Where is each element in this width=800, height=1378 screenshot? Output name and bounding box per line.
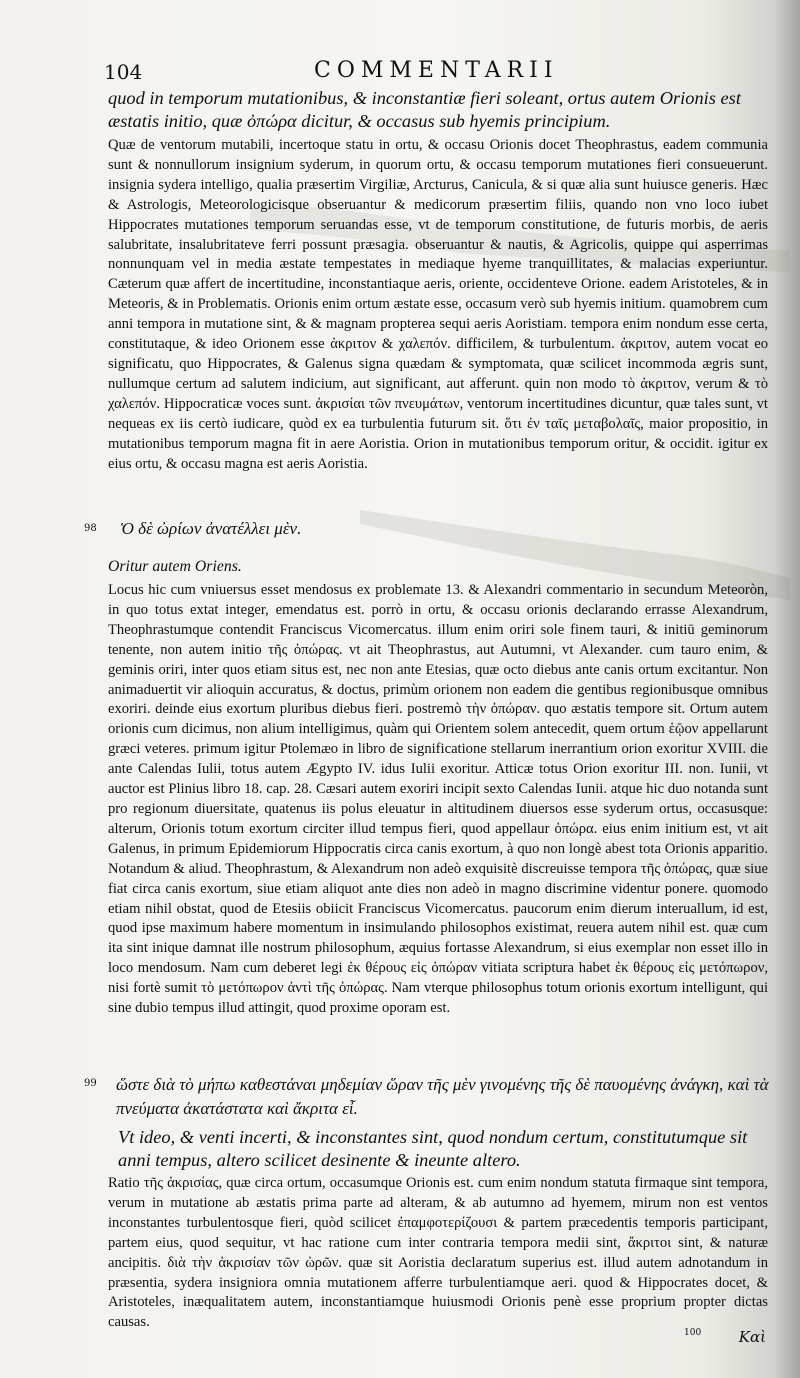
greek-lemma: ὥστε διὰ τὸ μήπω καθεστάναι μηδεμίαν ὥραν τῆς μὲν γινομένης τῆς δὲ παυομένης ἀνάγκη, καὶ τὰ πνεύματα ἀκατάστατα καὶ ἄκριτα εἶ. <box>116 1075 769 1118</box>
commentary-paragraph: Ratio τῆς ἀκρισίας, quæ circa ortum, occasumque Orionis est. cum enim nondum statuta firmaque sint tempora, verum in mutatione ab æstatis prima parte ad alteram, & ab autumno ad hyemem, mirum non est ventos inconstantes turbulentosque fieri, quòd scilicet ἐπαμφοτερίζουσι & partem præcedentis temporis participant, partem eius, quod sequitur, vt hac ratione cum inter contraria tempora medii sint, ἄκριτοι sint, & naturæ ancipitis. διὰ τὴν ἀκρισίαν τῶν ὡρῶν. quæ sit Aoristia declaratum superius est. illud autem adnotandum in præsentia, sydera insigniora omnia mutationem afferre turbulentiamque aeri. quod & Hippocrates docet, & Aristoteles, inæqualitatem autem, inconstantiamque huiusmodi Orionis penè esse proprium propter dictas causas. <box>108 1175 768 1331</box>
lemma-paragraph: Vt ideo, & venti incerti, & inconstantes sint, quod nondum certum, constitutumque sit anni tempus, altero scilicet desinente & ineunte altero. <box>118 1127 748 1170</box>
page-header <box>104 58 754 88</box>
lemma-paragraph: quod in temporum mutationibus, & inconstantiæ fieri soleant, ortus autem Orionis est æstatis initio, quæ ὀπώρα dicitur, & occasus sub hyemis principium. <box>108 88 741 131</box>
commentary-paragraph: Locus hic cum vniuersus esset mendosus ex problemate 13. & Alexandri commentario in secundum Meteoròn, in quo totus extat integer, emendatus est. porrò in ortu, & occasu orionis declarando errasse Alexandrum, Theophrastumque contendit Franciscus Vicomercatus. illum enim oriri sole finem tauri, & initiū geminorum tenente, non autem initio τῆς ὀπώρας. vt ait Theophrastus, aut Autumni, vt Alexander. cum tauro enim, & geminis oriri, inter quos etiam situs est, nec non ante Etesias, quæ octo diebus ante canis ortum excitantur. Non animaduertit vir alioquin accuratus, & doctus, primùm orionem non eadem die gentibus regionibusque omnibus exoriri. deinde eius exortum pluribus diebus fieri. postremò τὴν ὀπώραν. quo æstatis tempore sit. Ortum autem orionis cum dicimus, non alium intelligimus, quàm qui Orientem solem antecedit, quem ortum ἑῷον appellarunt græci veteres. primum igitur Ptolemæo in libro de significatione stellarum inerrantium orion exoritur XVIII. die ante Calendas Iulii, totus autem Ægypto IV. idus Iulii exoritur. Atticæ totus Orion exoritur III. non. Iunii, vt auctor est Plinius libro 18. cap. 28. Cæsari autem exoriri incipit sexto Calendas Iunii. atque hic duo notanda sunt pro regionum diuersitate, quatenus iis polus eleuatur in altitudinem diuersos esse syderum ortus, occasusque: alterum, Orionis totum exortum circiter illud tempus fieri, quod appellaur ὀπώρα. eius enim initium est, vt ait Galenus, in primum Epidemiorum Hippocratis circa canis exortum, à quo non longè abest tota Orionis apparitio. Notandum & aliud. Theophrastum, & Alexandrum non adeò exquisitè discreuisse tempora τῆς ὀπώρας, quæ siue fiat circa canis exortum, siue etiam aliquot ante dies non adeò in magno discrimine videntur ponere. quomodo etiam nihil obstat, quod de Etesiis obiicit Franciscus Vicomercatus. paucorum enim dierum interuallum, id est, quod ipse maximum habere momentum in insimulando philosophos existimat, reuera autem nihil est. quæ cum ita sint inique damnat ille nostrum philosophum, æquius fortasse Alexandrum, si eius exemplar non esset illo in loco mendosum. Nam cum deberet legi ἐκ θέρους εἰς ὀπώραν vitiata scriptura habet ἐκ θέρους εἰς μετόπωρον, nisi fortè sumit τὸ μετόπωρον ἀντὶ τῆς ὀπώρας. Nam vterque philosophus totum orionis exortum intelligunt, qui sine dubio tempus illud attingit, quod proxime oporam est. <box>108 582 768 1017</box>
catchword: Καὶ <box>738 1328 766 1346</box>
margin-number: 99 <box>84 1078 97 1089</box>
section-heading: Oritur autem Oriens. <box>108 558 242 575</box>
margin-number: 98 <box>84 523 97 534</box>
running-title: COMMENTARII <box>314 58 559 83</box>
signature-mark: 100 <box>684 1328 702 1338</box>
commentary-paragraph: Quæ de ventorum mutabili, incertoque statu in ortu, & occasu Orionis docet Theophrastus, eadem communia sunt & nonnullorum insignium syderum, in quorum ortu, & occasu temporum mutationes fieri consueuerunt. insignia sydera intelligo, qualia præsertim Virgiliæ, Arcturus, Canicula, & si quæ alia sunt huiusce generis. Hæc & Astrologis, Meteorologicisque obseruantur & medicorum præsertim filiis, quando non vno loco iubet Hippocrates mutationes temporum seruandas esse, vt de temporum constitutione, de futuris morbis, de aeris salubritate, insalubritateve ferri possunt præsagia. obseruantur & nautis, & Agricolis, quippe qui asperrimas nonnunquam vel in media æstate tempestates in mediaque hyeme tranquillitates, & malacias experiuntur. Cæterum quæ affert de incertitudine, inconstantiaque aeris, oriente, occidenteve Orione. eadem Aristoteles, & in Meteoris, & in Problematis. Orionis enim ortum æstate esse, occasum verò sub hyemis initium. quamobrem cum anni tempora in mutatione sint, & & magnam propterea sequi aeris Aoristiam. tempora enim nondum esse certa, constitutaque, & ideo Orionem esse ἀκριτον & χαλεπόν. difficilem, & turbulentum. ἀκριτον, autem vocat eo significatu, quo Hippocrates, & Galenus signa quædam & symptomata, quæ scilicet incommoda ægris sunt, nullumque certum ad salutem indicium, aut significant, aut afferunt. quin non modo τὸ ἀκριτον, verum & τὸ χαλεπόν. Hippocraticæ voces sunt. ἀκρισίαι τῶν πνευμάτων, ventorum incertitudines dicuntur, quæ tales sunt, vt nequeas ex iis certò iudicare, quòd ex ea turbulentia futurum sit. ὅτι ἐν ταῖς μεταβολαῖς, maior propositio, in mutationibus temporum magna fit in aere Aoristia. Orion in mutationibus temporum oritur, & occidit. igitur ex eius ortu, & occasu magna est aeris Aoristia. <box>108 137 768 472</box>
page-number: 104 <box>104 60 143 84</box>
greek-lemma: Ὁ δὲ ὠρίων ἀνατέλλει μὲν. <box>120 519 302 538</box>
